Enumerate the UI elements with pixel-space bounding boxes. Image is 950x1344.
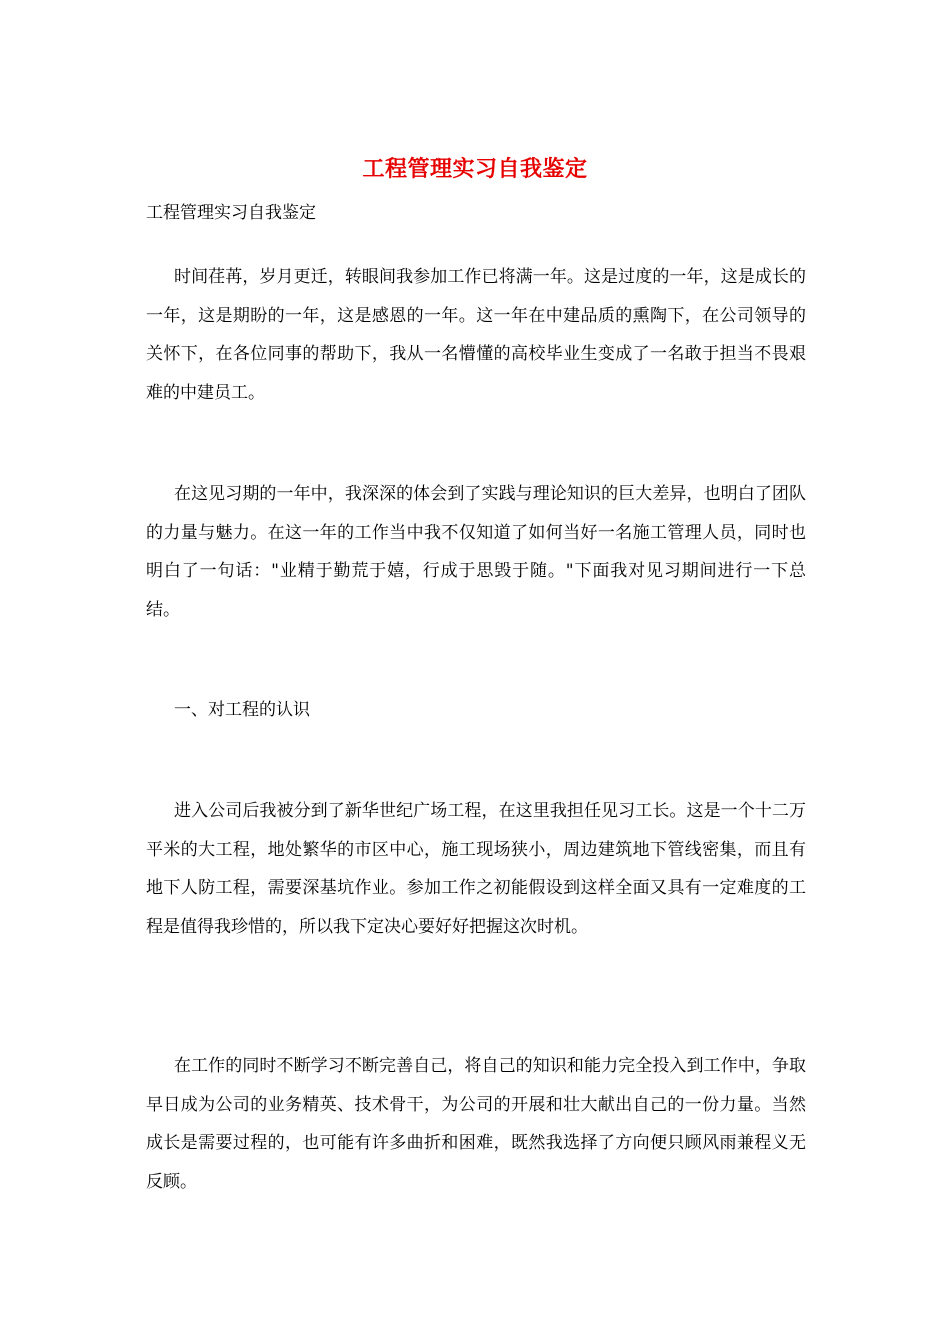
paragraph-experience: 在这见习期的一年中，我深深的体会到了实践与理论知识的巨大差异，也明白了团队的力量与魅力。在这一年的工作当中我不仅知道了如何当好一名施工管理人员，同时也明白了一句话："业精于勤荒于嬉，行成于思毁于随。"下面我对见习期间进行一下总结。 bbox=[146, 484, 806, 620]
document-title: 工程管理实习自我鉴定 bbox=[362, 156, 588, 182]
section-heading: 一、对工程的认识 bbox=[174, 700, 310, 720]
document-subtitle: 工程管理实习自我鉴定 bbox=[146, 203, 316, 223]
paragraph-intro: 时间荏苒，岁月更迁，转眼间我参加工作已将满一年。这是过度的一年，这是成长的一年，这是期盼的一年，这是感恩的一年。这一年在中建品质的熏陶下，在公司领导的关怀下，在各位同事的帮助下，我从一名懵懂的高校毕业生变成了一名敢于担当不畏艰难的中建员工。 bbox=[146, 267, 806, 403]
paragraph-learning: 在工作的同时不断学习不断完善自己，将自己的知识和能力完全投入到工作中，争取早日成为公司的业务精英、技术骨干，为公司的开展和壮大献出自己的一份力量。当然成长是需要过程的，也可能有许多曲折和困难，既然我选择了方向便只顾风雨兼程义无反顾。 bbox=[146, 1056, 806, 1192]
paragraph-project: 进入公司后我被分到了新华世纪广场工程，在这里我担任见习工长。这是一个十二万平米的大工程，地处繁华的市区中心，施工现场狭小，周边建筑地下管线密集，而且有地下人防工程，需要深基坑作业。参加工作之初能假设到这样全面又具有一定难度的工程是值得我珍惜的，所以我下定决心要好好把握这次时机。 bbox=[146, 801, 806, 937]
